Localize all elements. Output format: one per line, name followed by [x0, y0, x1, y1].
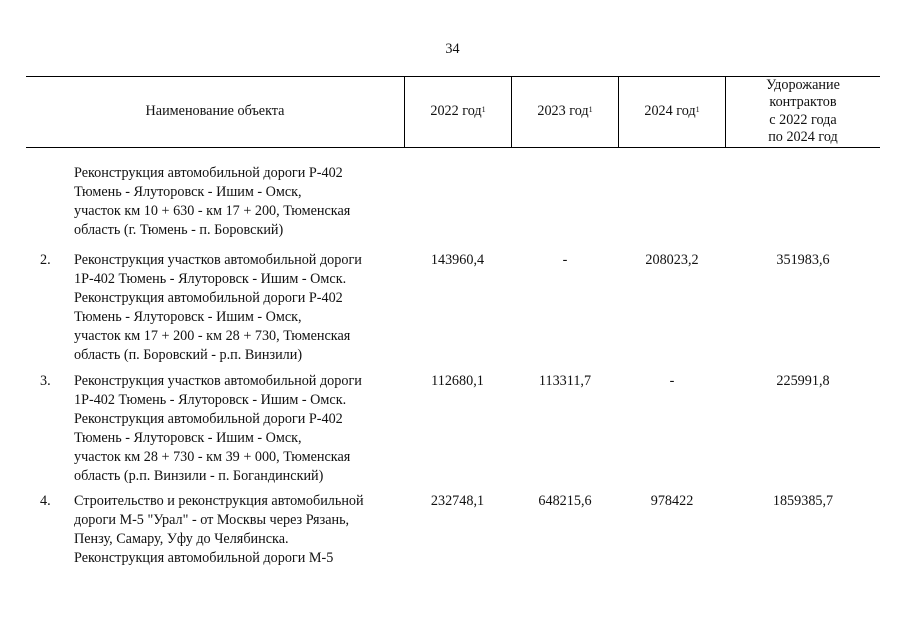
name-line: Реконструкция автомобильной дороги Р-402 [74, 165, 343, 181]
value-2022: 143960,4 [430, 252, 485, 268]
header-2023-label: 2023 год [537, 103, 589, 119]
value-increase: 225991,8 [776, 373, 830, 389]
row-number: 4. [40, 493, 51, 509]
page-number: 34 [445, 41, 460, 57]
header-increase-line: с 2022 года [769, 111, 837, 128]
row-number: 2. [40, 252, 51, 268]
header-2022-label: 2022 год [430, 103, 482, 119]
name-line: область (р.п. Винзили - п. Богандинский) [74, 468, 324, 484]
header-increase-line: контрактов [769, 94, 837, 110]
row-object-name [74, 372, 404, 486]
name-line: 1Р-402 Тюмень - Ялуторовск - Ишим - Омск. [74, 271, 347, 287]
footnote-mark: 1 [695, 105, 700, 114]
name-line: участок км 10 + 630 - км 17 + 200, Тюменская [74, 203, 351, 219]
name-line: Пензу, Самару, Уфу до Челябинска. [74, 531, 289, 547]
row-object-name [74, 492, 404, 568]
name-line: Тюмень - Ялуторовск - Ишим - Омск, [74, 309, 302, 325]
row-object-name [74, 164, 404, 240]
value-increase: 1859385,7 [772, 493, 834, 509]
value-2024: 208023,2 [645, 252, 699, 268]
row-object-name [74, 251, 404, 365]
header-2022 [405, 76, 511, 147]
header-name-label: Наименование объекта [145, 103, 285, 119]
row-number: 3. [40, 373, 51, 389]
header-2023 [512, 76, 618, 147]
name-line: Тюмень - Ялуторовск - Ишим - Омск, [74, 430, 302, 446]
value-2023: 648215,6 [538, 493, 592, 509]
name-line: 1Р-402 Тюмень - Ялуторовск - Ишим - Омск. [74, 392, 347, 408]
name-line: Тюмень - Ялуторовск - Ишим - Омск, [74, 184, 302, 200]
header-increase-line: по 2024 год [768, 129, 838, 145]
name-line: Реконструкция автомобильной дороги Р-402 [74, 290, 343, 306]
header-increase-line: Удорожание [766, 76, 840, 93]
name-line: дороги М-5 "Урал" - от Москвы через Рязань, [74, 512, 350, 528]
footnote-mark: 1 [588, 105, 593, 114]
value-2022: 232748,1 [430, 493, 485, 509]
value-2024: 978422 [650, 493, 694, 509]
header-2024 [619, 76, 725, 147]
name-line: Строительство и реконструкция автомобильной [74, 493, 364, 509]
value-2022: 112680,1 [431, 373, 484, 389]
header-name [26, 76, 404, 147]
name-line: Реконструкция участков автомобильной дороги [74, 252, 362, 268]
name-line: участок км 28 + 730 - км 39 + 000, Тюменская [74, 449, 351, 465]
header-increase [726, 76, 880, 147]
value-2023: - [562, 252, 568, 268]
name-line: участок км 17 + 200 - км 28 + 730, Тюменская [74, 328, 351, 344]
name-line: Реконструкция участков автомобильной дороги [74, 373, 362, 389]
value-2023: 113311,7 [538, 373, 592, 389]
name-line: область (п. Боровский - р.п. Винзили) [74, 347, 303, 363]
footnote-mark: 1 [481, 105, 486, 114]
name-line: Реконструкция автомобильной дороги Р-402 [74, 411, 343, 427]
name-line: Реконструкция автомобильной дороги М-5 [74, 550, 334, 566]
table-header-bottom-rule [26, 147, 880, 148]
value-increase: 351983,6 [776, 252, 830, 268]
value-2024: - [669, 373, 675, 389]
name-line: область (г. Тюмень - п. Боровский) [74, 222, 284, 238]
header-2024-label: 2024 год [644, 103, 696, 119]
